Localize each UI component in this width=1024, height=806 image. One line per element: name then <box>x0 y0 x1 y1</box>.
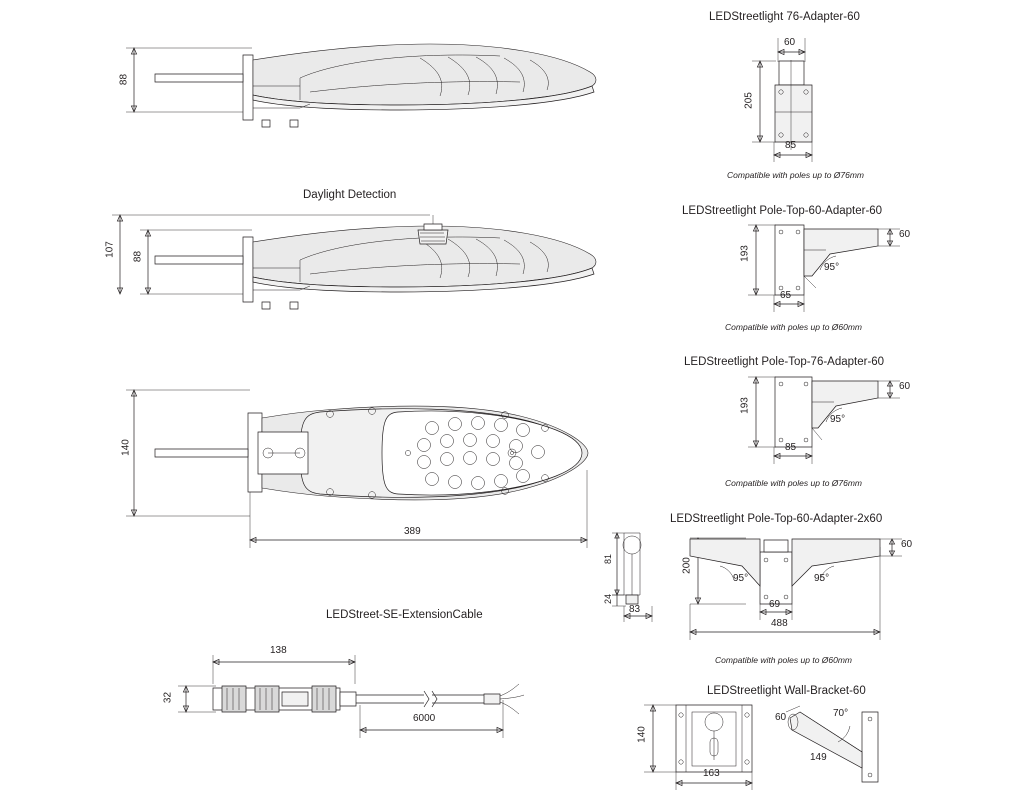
dim-poletop76-193: 193 <box>739 397 751 414</box>
title-extension-cable: LEDStreet-SE-ExtensionCable <box>326 609 483 621</box>
dim-2x60-angle-left: 95° <box>733 573 749 584</box>
dim-cable-32: 32 <box>162 691 174 704</box>
dim-wall-angle: 70° <box>833 708 849 719</box>
dim-2x60-60: 60 <box>901 539 913 550</box>
title-wall-bracket: LEDStreetlight Wall-Bracket-60 <box>707 685 866 697</box>
dim-poletop60-angle: 95° <box>824 262 840 273</box>
dim-wall-163: 163 <box>703 768 720 779</box>
dim-2x60-angle-right: 95° <box>814 573 830 584</box>
dim-2x60-488: 488 <box>771 618 788 629</box>
dim-poletop60-65: 65 <box>780 290 792 301</box>
dim-cable-138: 138 <box>270 645 287 656</box>
dim-poletop76-angle: 95° <box>830 414 846 425</box>
title-pole-top-76: LEDStreetlight Pole-Top-76-Adapter-60 <box>684 356 885 368</box>
dim-wall-140: 140 <box>636 726 648 743</box>
dim-poletop76-60: 60 <box>899 381 911 392</box>
note-pole-top-76: Compatible with poles up to Ø76mm <box>725 478 863 488</box>
dim-2x60-83: 83 <box>629 604 641 615</box>
title-adapter-76-60: LEDStreetlight 76-Adapter-60 <box>709 11 860 23</box>
title-pole-top-2x60: LEDStreetlight Pole-Top-60-Adapter-2x60 <box>670 513 883 525</box>
dim-side-plain-88: 88 <box>118 73 130 86</box>
dim-2x60-24: 24 <box>603 594 613 605</box>
dim-adapter76-205: 205 <box>743 92 755 109</box>
dim-adapter76-60: 60 <box>784 37 796 48</box>
dim-daylight-88: 88 <box>132 250 144 263</box>
title-daylight-detection: Daylight Detection <box>303 189 397 201</box>
dim-wall-60: 60 <box>775 712 787 723</box>
dim-adapter76-85: 85 <box>785 140 797 151</box>
dim-wall-149: 149 <box>810 752 827 763</box>
dim-top-389: 389 <box>404 526 421 537</box>
note-pole-top-2x60: Compatible with poles up to Ø60mm <box>715 655 853 665</box>
dim-poletop60-60: 60 <box>899 229 911 240</box>
dim-2x60-81: 81 <box>603 554 613 565</box>
dim-2x60-69: 69 <box>769 599 781 610</box>
title-pole-top-60: LEDStreetlight Pole-Top-60-Adapter-60 <box>682 205 883 217</box>
dim-poletop76-85: 85 <box>785 442 797 453</box>
note-pole-top-60: Compatible with poles up to Ø60mm <box>725 322 863 332</box>
dim-daylight-107: 107 <box>104 241 116 258</box>
dim-poletop60-193: 193 <box>739 245 751 262</box>
dim-2x60-200: 200 <box>681 557 693 574</box>
dim-top-140: 140 <box>120 439 132 456</box>
note-adapter-76-60: Compatible with poles up to Ø76mm <box>727 170 865 180</box>
dim-cable-6000: 6000 <box>413 713 436 724</box>
